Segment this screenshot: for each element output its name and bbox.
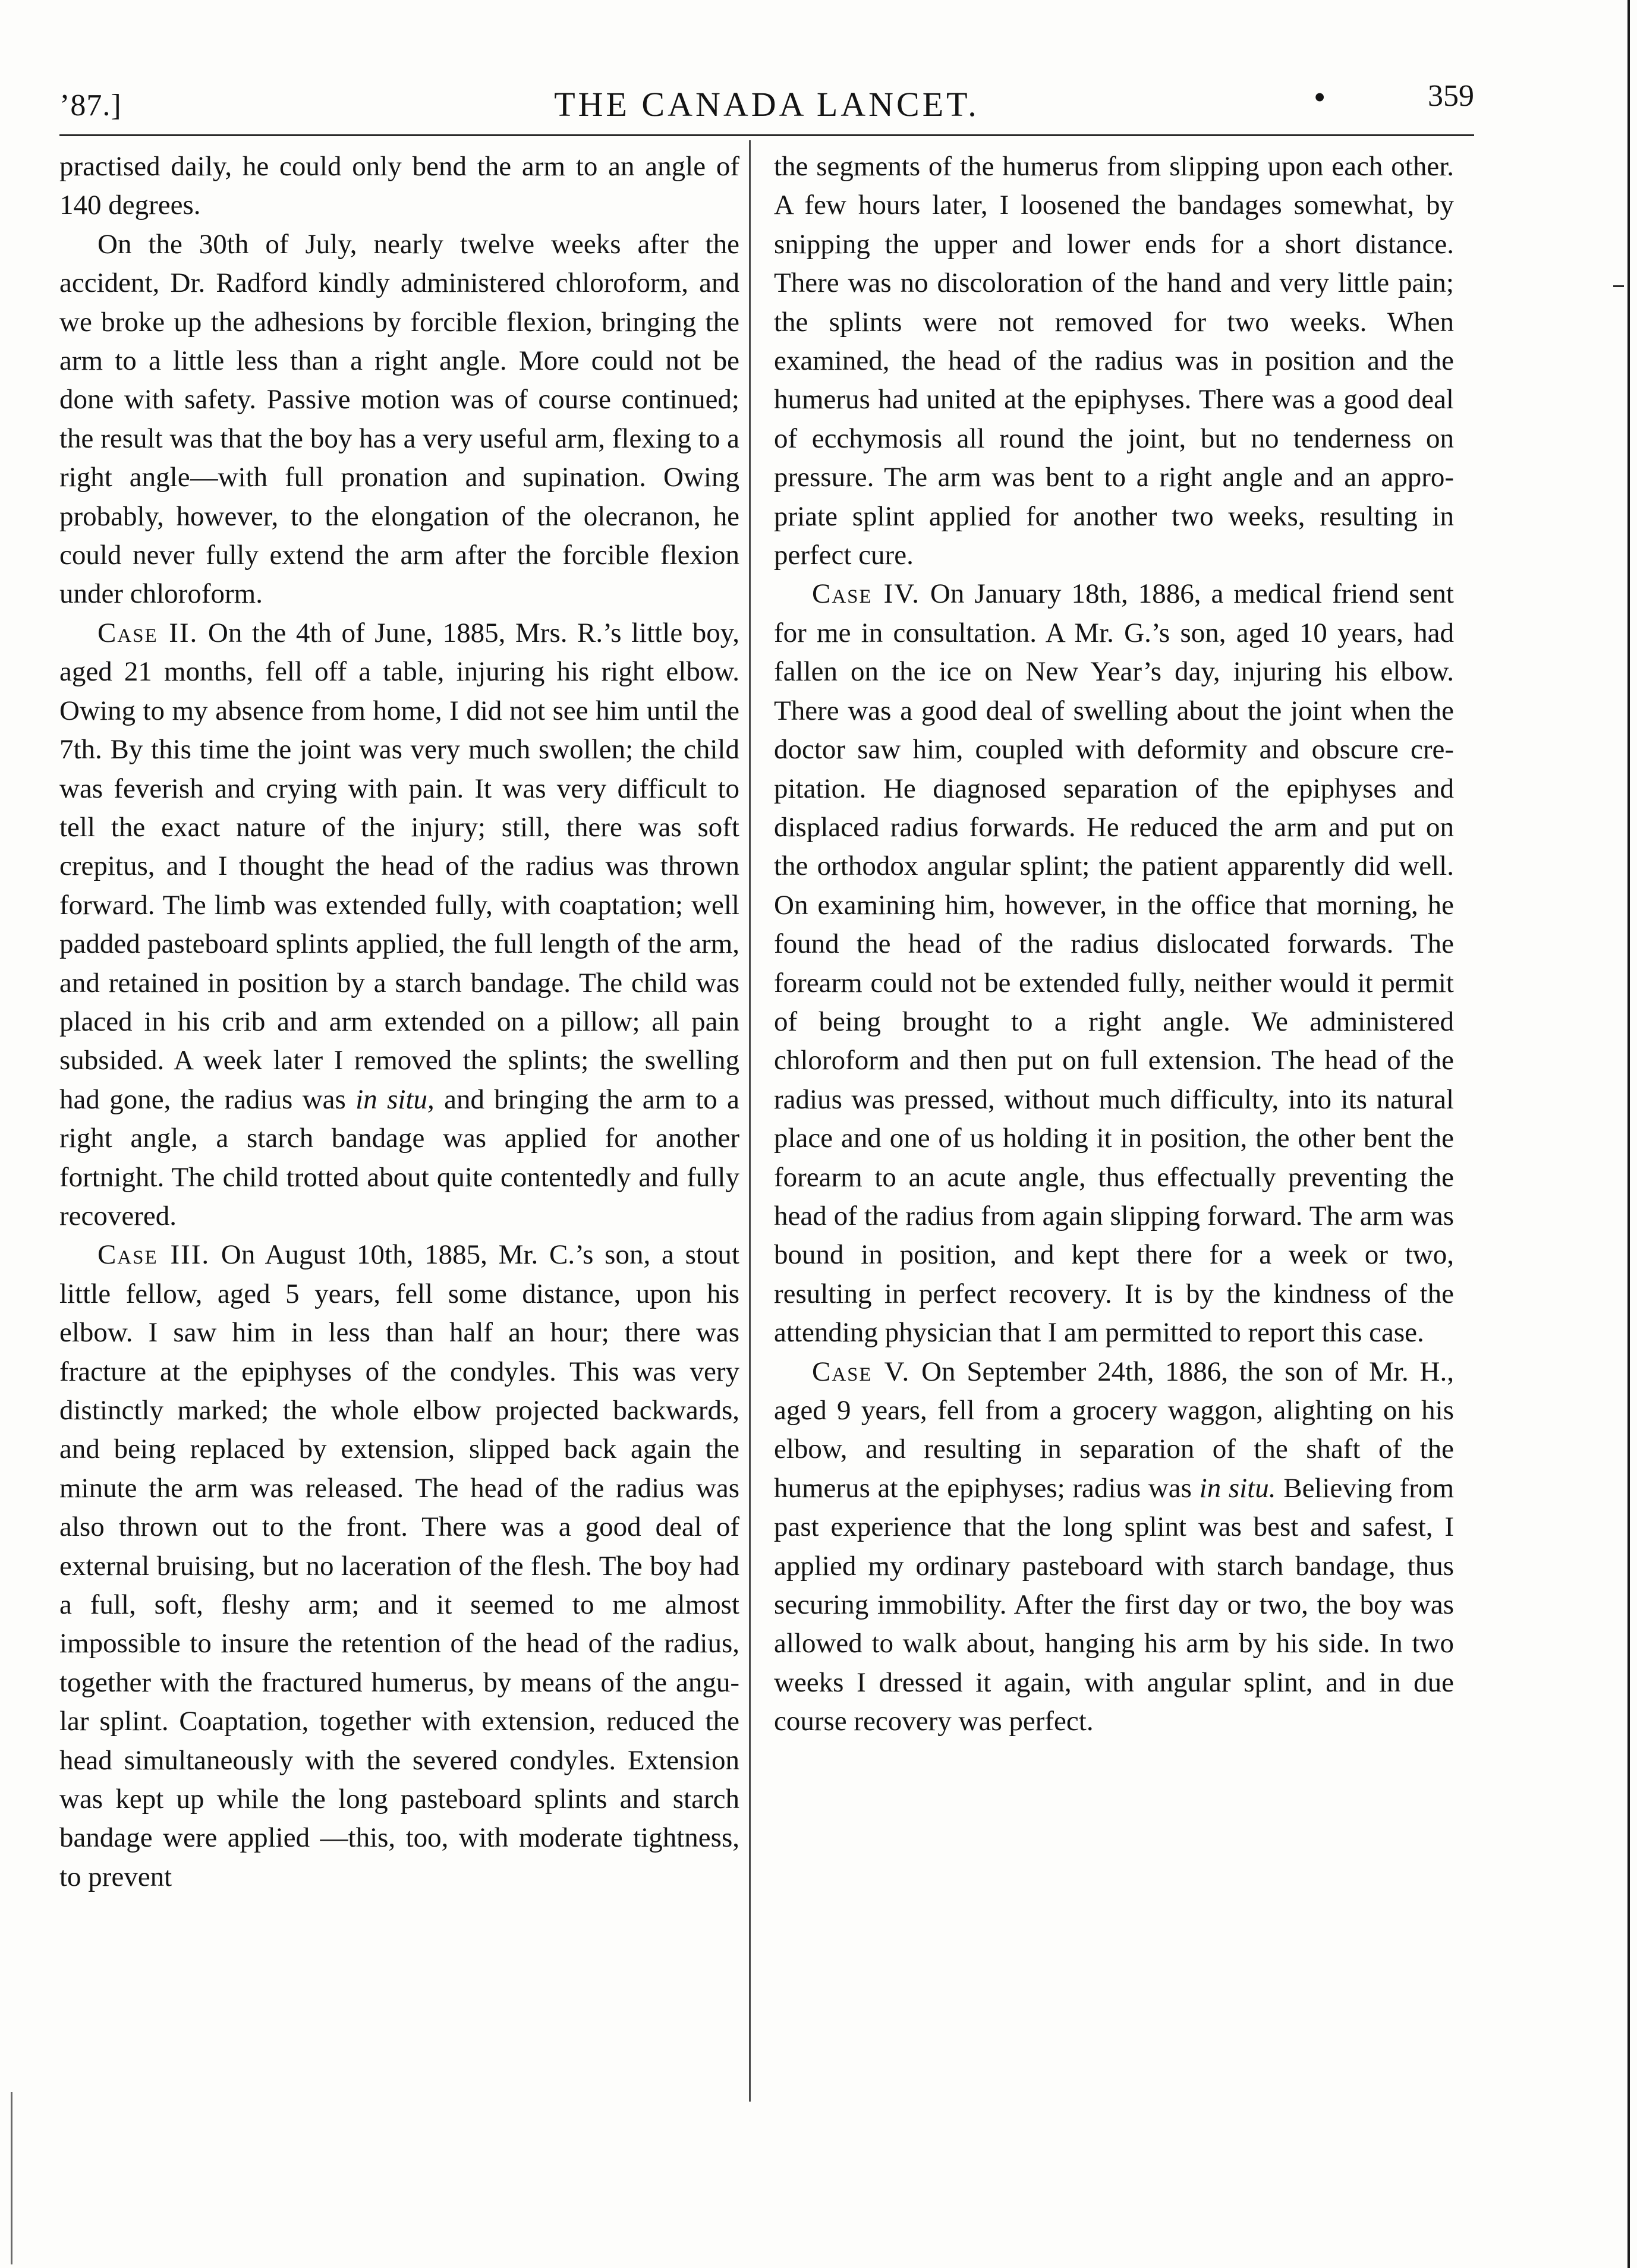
case-v-italic: in situ. [1199,1472,1276,1504]
case-v-label: Case V. [812,1356,911,1387]
paragraph-case-v [774,1353,1454,1741]
scan-edge-right [1627,0,1630,2268]
page-number: 359 [1428,79,1474,113]
scan-edge-left [11,2092,12,2264]
header-year: ’87.] [59,89,122,122]
header-rule [59,134,1474,136]
case-iii-text: On August 10th, 1885, Mr. C.’s son, a stout little fellow, aged 5 years, fell some distance, upon his elbow. I saw him in less than half an hour; there was fracture at the epiphyses of the condyles. This was very distinctly marked; the whole elbow projected backwards, and being replaced by extension, slipped back again the minute the arm was released. The head of the radius was also thrown out to the front. There was a good deal of external bruising, but no laceration of the flesh. The boy had a full, soft, fleshy arm; and it seemed to me almost impossible to insure the retention of the head of the radius, together with the fractured humerus, by means of the angular splint. Coaptation, together with extension, reduced the head simultaneously with the severed condyles. Extension was kept up while the long pasteboard splints and starch bandage were applied —this, too, with moderate tightness, to prevent [59,1239,739,1892]
case-iii-label: Case III. [97,1239,210,1271]
case-v-text-b: Believing from past experience that the long splint was best and safest, I applied my ordinary pasteboard with starch bandage, thus securing immobility. After the first day or two, the boy was allowed to walk about, hanging his arm by his side. In two weeks I dressed it again, with angular splint, and in due course recovery was perfect. [774,1472,1454,1737]
paragraph-case-iii-continued: the segments of the humerus from slipping upon each other. A few hours later, I loosened the bandages somewhat, by snipping the upper and lower ends for a short distance. There was no discoloration of the hand and very little pain; the splints were not removed for two weeks. When examined, the head of the radius was in position and the humerus had united at the epiphyses. There was a good deal of ecchymosis all round the joint, but no tenderness on pressure. The arm was bent to a right angle and an appropriate splint applied for another two weeks, resulting in perfect cure. [774,151,1454,571]
case-ii-text-a: On the 4th of June, 1885, Mrs. R.’s little boy, aged 21 months, fell off a table, injuring his right elbow. Owing to my absence from home, I did not see him until the 7th. By this time the joint was very much swollen; the child was feverish and crying with pain. It was very difficult to tell the exact nature of the injury; still, there was soft crepitus, and I thought the head of the radius was thrown forward. The limb was extended fully, with coaptation; well padded pasteboard splints applied, the full length of the arm, and retained in position by a starch bandage. The child was placed in his crib and arm extended on a pillow; all pain subsided. A week later I removed the splints; the swelling had gone, the radius was [59,617,739,1115]
journal-title: THE CANADA LANCET. [554,85,980,124]
case-ii-italic: in situ, [355,1083,435,1115]
case-iv-text: On January 18th, 1886, a medical friend sent for me in consultation. A Mr. G.’s son, aged 10 years, had fallen on the ice on New Year’s day, injuring his elbow. There was a good deal of swelling about the joint when the doctor saw him, coupled with deformity and obscure crepitation. He diagnosed separation of the epiphyses and displaced radius forwards. He reduced the arm and put on the orthodox angular splint; the patient apparently did well. On examining him, however, in the office that morning, he found the head of the radius dislocated forwards. The forearm could not be extended fully, neither would it permit of being brought to a right angle. We administered chloroform and then put on full extension. The head of the radius was pressed, without much difficulty, into its natural place and one of us holding it in position, the other bent the forearm to an acute angle, thus effectually preventing the head of the radius from again slipping forward. The arm was bound in position, and kept there for a week or two, resulting in perfect recovery. It is by the kindness of the attending physician that I am permitted to report this case. [774,578,1454,1349]
left-column [59,147,739,2109]
case-ii-text-b: and bringing the arm to a right angle, a starch bandage was applied for another fortnight. The child trotted about quite contentedly and fully recovered. [59,1083,739,1231]
case-ii-label: Case II. [97,617,199,648]
column-divider [749,140,751,2102]
paragraph-case-iv [774,575,1454,1352]
header-dot: • [1314,78,1326,116]
paragraph-continued: practised daily, he could only bend the arm to an angle of 140 degrees. [59,151,739,221]
paragraph-case-iii [59,1236,739,1897]
right-column [774,147,1454,2109]
scan-edge-tick [1613,285,1624,287]
paragraph-case-ii [59,614,739,1236]
case-iv-label: Case IV. [812,578,920,610]
paragraph-case-i-outcome: On the 30th of July, nearly twelve weeks after the accident, Dr. Radford kindly administered chloroform, and we broke up the adhesions by forcible flexion, bringing the arm to a little less than a right angle. More could not be done with safety. Passive motion was of course continued; the result was that the boy has a very useful arm, flexing to a right angle—with full pronation and supination. Owing probably, however, to the elongation of the olecranon, he could never fully extend the arm after the forcible flexion under chloroform. [59,228,739,610]
running-header [59,71,1474,143]
case-v-text-a: On September 24th, 1886, the son of Mr. H., aged 9 years, fell from a grocery waggon, alighting on his elbow, and resulting in separation of the shaft of the humerus at the epiphyses; radius was [774,1356,1454,1504]
